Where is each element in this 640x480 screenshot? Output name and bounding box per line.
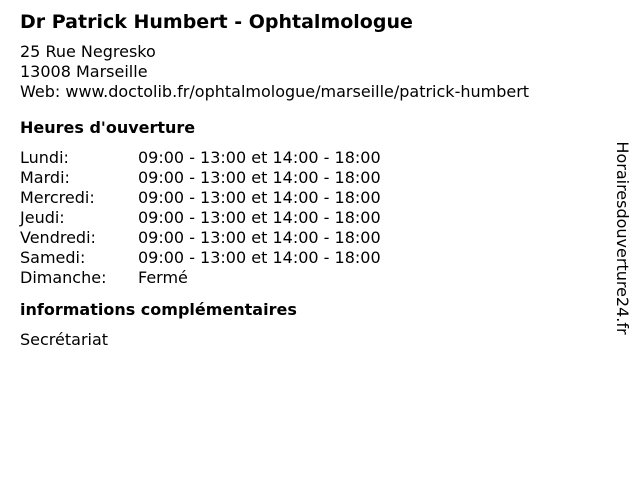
opening-hours-heading: Heures d'ouverture xyxy=(20,118,196,137)
hours-row-mercredi xyxy=(20,188,381,208)
day-hours: Fermé xyxy=(138,268,188,287)
extra-info-text: Secrétariat xyxy=(20,330,109,349)
day-hours: 09:00 - 13:00 et 14:00 - 18:00 xyxy=(138,208,381,227)
extra-info-heading: informations complémentaires xyxy=(20,300,297,319)
page-title: Dr Patrick Humbert - Ophtalmologue xyxy=(20,11,413,33)
day-label: Lundi: xyxy=(20,148,69,167)
address-street: 25 Rue Negresko xyxy=(20,42,156,61)
site-brand-vertical: Horairesdouverture24.fr xyxy=(613,141,632,335)
day-hours: 09:00 - 13:00 et 14:00 - 18:00 xyxy=(138,228,381,247)
address-city: 13008 Marseille xyxy=(20,62,148,81)
day-label: Vendredi: xyxy=(20,228,96,247)
hours-row-dimanche xyxy=(20,268,381,288)
day-label: Dimanche: xyxy=(20,268,107,287)
hours-row-vendredi xyxy=(20,228,381,248)
day-label: Mercredi: xyxy=(20,188,95,207)
hours-row-samedi xyxy=(20,248,381,268)
business-card xyxy=(20,8,610,350)
hours-row-jeudi xyxy=(20,208,381,228)
website-line[interactable]: Web: www.doctolib.fr/ophtalmologue/marseille/patrick-humbert xyxy=(20,82,530,101)
day-hours: 09:00 - 13:00 et 14:00 - 18:00 xyxy=(138,248,381,267)
opening-hours-table xyxy=(20,148,381,288)
hours-row-mardi xyxy=(20,168,381,188)
address-block xyxy=(20,42,610,102)
hours-row-lundi xyxy=(20,148,381,168)
day-label: Jeudi: xyxy=(20,208,65,227)
day-hours: 09:00 - 13:00 et 14:00 - 18:00 xyxy=(138,188,381,207)
day-hours: 09:00 - 13:00 et 14:00 - 18:00 xyxy=(138,148,381,167)
day-label: Mardi: xyxy=(20,168,70,187)
day-hours: 09:00 - 13:00 et 14:00 - 18:00 xyxy=(138,168,381,187)
day-label: Samedi: xyxy=(20,248,86,267)
